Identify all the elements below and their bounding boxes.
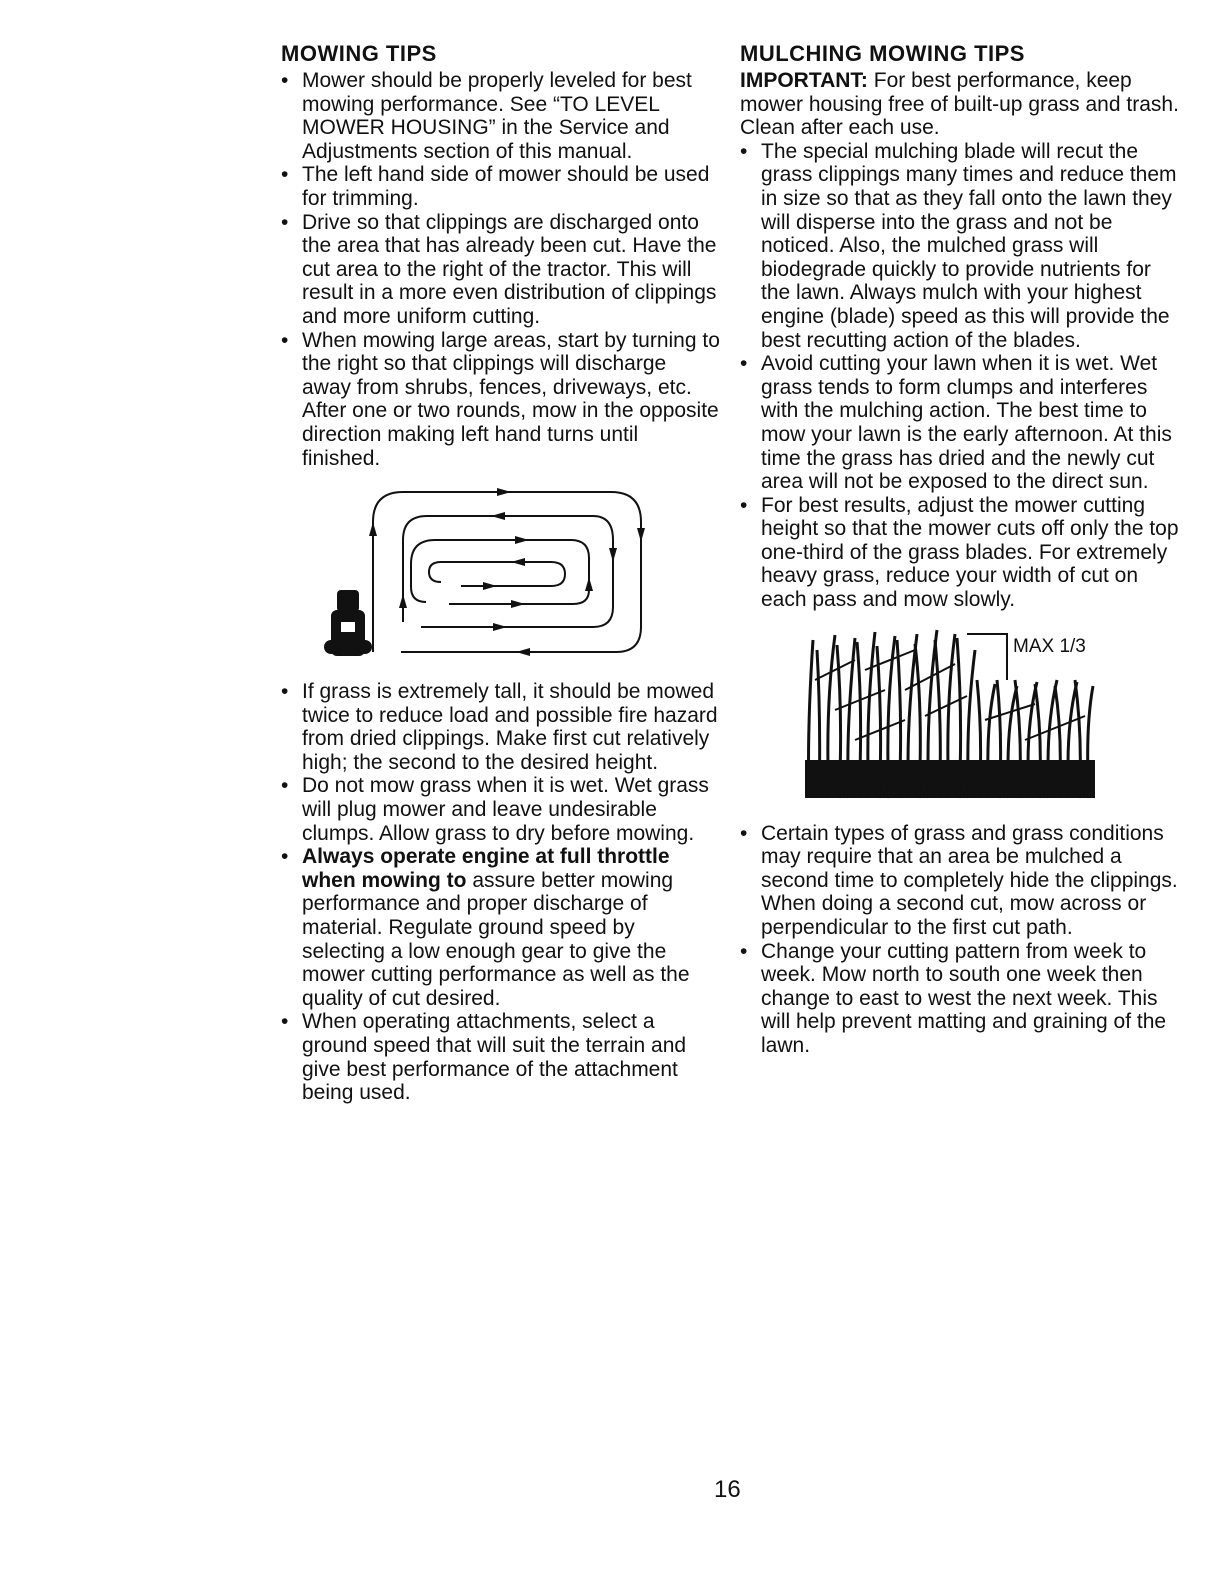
mulching-tips-column bbox=[740, 40, 1180, 1058]
throttle-emphasis: Always operate engine at full throttle when mowing to bbox=[302, 845, 670, 892]
mulching-tips-heading: MULCHING MOWING TIPS bbox=[740, 41, 1025, 66]
third-path bbox=[411, 540, 589, 604]
tractor-icon bbox=[324, 590, 372, 656]
inner-path bbox=[429, 562, 565, 586]
mowing-tip: • When mowing large areas, start by turning to the right so that clippings will discharge away from shrubs, fences, driveways, etc. After one or two rounds, mow in the opposite direction making left hand turns until finished. bbox=[281, 329, 721, 471]
important-text: For best performance, keep mower housing free of built-up grass and trash. Clean after each use. bbox=[740, 69, 1179, 140]
mulching-tips-list-b bbox=[740, 822, 1180, 1058]
max-label: MAX 1/3 bbox=[1013, 635, 1086, 657]
second-path bbox=[403, 516, 613, 627]
mulching-tips-list-a bbox=[740, 140, 1180, 612]
mowing-tip: • When operating attachments, select a ground speed that will suit the terrain and give best performance of the attachment being used. bbox=[281, 1010, 721, 1104]
mowing-tip: • If grass is extremely tall, it should be mowed twice to reduce load and possible fire hazard from dried clippings. Make first cut relatively high; the second to the desired height. bbox=[281, 680, 721, 774]
page-number: 16 bbox=[714, 1476, 741, 1503]
mowing-tip: • Drive so that clippings are discharged onto the area that has already been cut. Have the cut area to the right of the tractor. This will result in a more even distribution of clippings and more uniform cutting. bbox=[281, 211, 721, 329]
mowing-tips-list-b bbox=[281, 680, 721, 1105]
mulching-tip: • Change your cutting pattern from week to week. Mow north to south one week then change to east to west the next week. This will help prevent matting and graining of the lawn. bbox=[740, 940, 1180, 1058]
important-label: IMPORTANT: bbox=[740, 69, 868, 92]
mulching-tip: • Avoid cutting your lawn when it is wet. Wet grass tends to form clumps and interferes with the mulching action. The best time to mow your lawn is the early afternoon. At this time the grass has dried and the newly cut area will not be exposed to the direct sun. bbox=[740, 352, 1180, 494]
important-note bbox=[740, 69, 1180, 140]
mowing-tip-throttle bbox=[281, 845, 721, 1010]
mowing-tip: • The left hand side of mower should be used for trimming. bbox=[281, 163, 721, 210]
grass-height-diagram bbox=[795, 620, 1115, 800]
throttle-text: assure better mowing performance and proper discharge of material. Regulate ground speed by selecting a low enough gear to give the mower cutting performance as well as the quality of cut desired. bbox=[302, 868, 690, 1010]
mowing-tips-column bbox=[281, 40, 721, 1105]
mowing-pattern-diagram bbox=[311, 482, 651, 662]
mowing-tips-heading: MOWING TIPS bbox=[281, 41, 437, 66]
mowing-tips-list-a bbox=[281, 69, 721, 470]
mulching-tip: • Certain types of grass and grass conditions may require that an area be mulched a second time to completely hide the clippings. When doing a second cut, mow across or perpendicular to the first cut path. bbox=[740, 822, 1180, 940]
mowing-tip: • Do not mow grass when it is wet. Wet grass will plug mower and leave undesirable clumps. Allow grass to dry before mowing. bbox=[281, 774, 721, 845]
mowing-tip: • Mower should be properly leveled for best mowing performance. See “TO LEVEL MOWER HOUSING” in the Service and Adjustments section of this manual. bbox=[281, 69, 721, 163]
mulching-tip: • The special mulching blade will recut the grass clippings many times and reduce them in size so that as they fall onto the lawn they will disperse into the grass and not be noticed. Also, the mulched grass will biodegrade quickly to provide nutrients for the lawn. Always mulch with your highest engine (blade) speed as this will provide the best recutting action of the blades. bbox=[740, 140, 1180, 352]
mulching-tip: • For best results, adjust the mower cutting height so that the mower cuts off only the top one-third of the grass blades. For extremely heavy grass, reduce your width of cut on each pass and mow slowly. bbox=[740, 494, 1180, 612]
